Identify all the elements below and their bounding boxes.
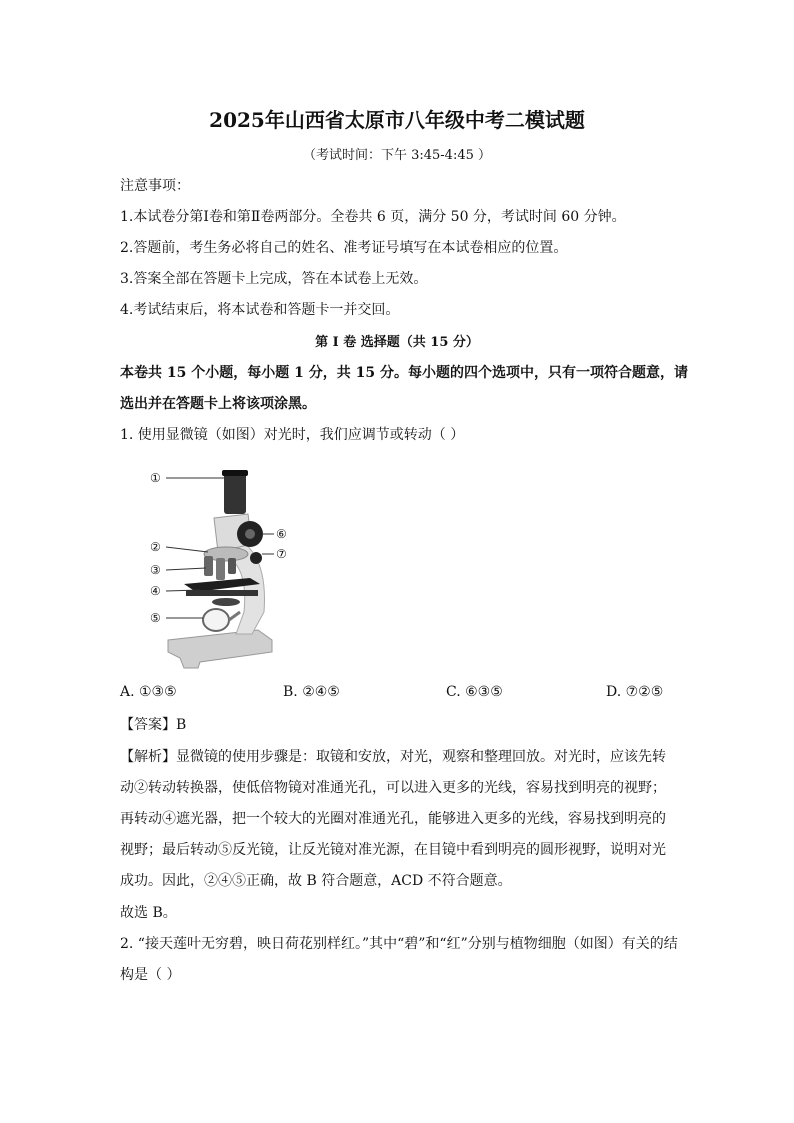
option-a: A. ①③⑤ [120,684,177,700]
figure-label: ⑤ [150,611,161,625]
fine-focus-knob [250,552,262,564]
note-item: 2.答题前，考生务必将自己的姓名、准考证号填写在本试卷相应的位置。 [120,240,568,256]
figure-label: ① [150,471,161,485]
eyepiece [224,472,246,514]
microscope-base [168,630,272,668]
mirror [203,609,229,631]
objective-lens [204,556,213,576]
analysis-line: 成功。因此，②④⑤正确，故 B 符合题意，ACD 不符合题意。 [120,873,512,889]
instructions-line: 本卷共 15 个小题，每小题 1 分，共 15 分。每小题的四个选项中，只有一项符合题意，请 [120,365,688,381]
section-title: 第 I 卷 选择题（共 15 分） [315,335,479,350]
notes-heading: 注意事项： [120,178,190,194]
answer: 【答案】B [120,717,187,733]
option-d: D. ⑦②⑤ [606,684,664,700]
figure-label: ⑦ [276,547,287,561]
objective-lens [228,558,236,574]
diaphragm [212,598,240,606]
note-item: 3.答案全部在答题卡上完成，答在本试卷上无效。 [120,271,428,287]
question-2-stem: 2. “接天莲叶无穷碧，映日荷花别样红。”其中“碧”和“红”分别与植物细胞（如图）有关的结 [120,936,678,952]
analysis-line: 动②转动转换器，使低倍物镜对准通光孔，可以进入更多的光线，容易找到明亮的视野； [120,780,666,796]
analysis-line: 【解析】显微镜的使用步骤是：取镜和安放，对光，观察和整理回放。对光时，应该先转 [120,749,666,765]
analysis-line: 再转动④遮光器，把一个较大的光圈对准通光孔，能够进入更多的光线，容易找到明亮的 [120,811,666,827]
analysis-line: 视野；最后转动⑤反光镜，让反光镜对准光源，在目镜中看到明亮的圆形视野，说明对光 [120,842,666,858]
page-title: 2025年山西省太原市八年级中考二模试题 [209,108,585,132]
question-1-stem: 1. 使用显微镜（如图）对光时，我们应调节或转动（ ） [120,427,465,443]
figure-label: ② [150,540,161,554]
instructions-line: 选出并在答题卡上将该项涂黑。 [120,396,316,412]
note-item: 4.考试结束后，将本试卷和答题卡一并交回。 [120,302,400,318]
figure-label: ⑥ [276,527,287,541]
option-b: B. ②④⑤ [283,684,340,700]
exam-time: （考试时间：下午 3:45-4:45 ） [302,148,492,163]
objective-lens [216,558,225,580]
figure-label: ④ [150,584,161,598]
option-c: C. ⑥③⑤ [446,684,503,700]
microscope-figure [140,462,290,674]
conclusion: 故选 B。 [120,905,177,921]
note-item: 1.本试卷分第Ⅰ卷和第Ⅱ卷两部分。全卷共 6 页，满分 50 分，考试时间 60 分钟。 [120,209,626,225]
figure-label: ③ [150,563,161,577]
question-2-stem: 构是（ ） [120,967,181,983]
